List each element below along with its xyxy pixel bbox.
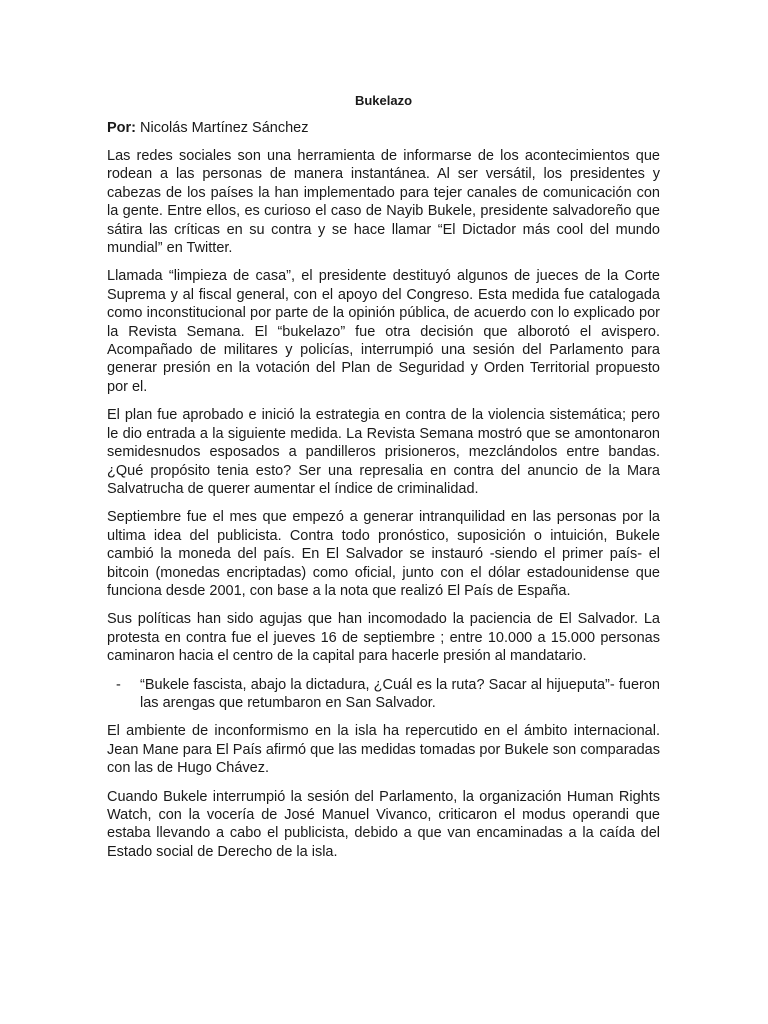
paragraph-3: El plan fue aprobado e inició la estrategia en contra de la violencia sistemática; pero le dio entrada a la siguiente medida. La Revista Semana mostró que se amontonaron semidesnudos esposados a pandilleros prisioneros, mezclándolos entre bandas. ¿Qué propósito tenia esto? Ser una represalia en contra del anuncio de la Mara Salvatrucha de querer aumentar el índice de criminalidad. — [107, 407, 660, 497]
byline — [107, 119, 660, 137]
author-label: Por: — [107, 120, 136, 136]
paragraph-2: Llamada “limpieza de casa”, el presidente destituyó algunos de jueces de la Corte Suprema y al fiscal general, con el apoyo del Congreso. Esta medida fue catalogada como inconstitucional por parte de la opinión pública, de acuerdo con lo explicado por la Revista Semana. El “bukelazo” fue otra decisión que alborotó el avispero. Acompañado de militares y policías, interrumpió una sesión del Parlamento para generar presión en la votación del Plan de Seguridad y Orden Territorial propuesto por el. — [107, 268, 660, 395]
author-name: Nicolás Martínez Sánchez — [140, 120, 309, 136]
quote-list-item — [107, 676, 660, 713]
quote-text: “Bukele fascista, abajo la dictadura, ¿Cuál es la ruta? Sacar al hijueputa”- fueron las arengas que retumbaron en San Salvador. — [140, 676, 660, 711]
paragraph-6: El ambiente de inconformismo en la isla ha repercutido en el ámbito internacional. Jean Mane para El País afirmó que las medidas tomadas por Bukele son comparadas con las de Hugo Chávez. — [107, 723, 660, 777]
paragraph-4: Septiembre fue el mes que empezó a generar intranquilidad en las personas por la ultima idea del publicista. Contra todo pronóstico, suposición o intuición, Bukele cambió la moneda del país. En El Salvador se instauró -siendo el primer país- el bitcoin (monedas encriptadas) como oficial, junto con el dólar estadounidense que funciona desde 2001, con base a la nota que realizó El País de España. — [107, 509, 660, 599]
paragraph-7: Cuando Bukele interrumpió la sesión del Parlamento, la organización Human Rights Watch, con la vocería de José Manuel Vivanco, criticaron el modus operandi que estaba llevando a cabo el publicista, debido a que van encaminadas a la caída del Estado social de Derecho de la isla. — [107, 788, 660, 860]
list-dash-marker: - — [116, 676, 121, 693]
document-title: Bukelazo — [354, 93, 413, 108]
paragraph-5: Sus políticas han sido agujas que han incomodado la paciencia de El Salvador. La protesta en contra fue el jueves 16 de septiembre ; entre 10.000 a 15.000 personas caminaron hacia el centro de la capital para hacerle presión al mandatario. — [107, 611, 660, 665]
document-page — [107, 92, 660, 871]
paragraph-1: Las redes sociales son una herramienta de informarse de los acontecimientos que rodean a las personas de manera instantánea. Al ser versátil, los presidentes y cabezas de los países la han implementado para tejer canales de comunicación con la gente. Entre ellos, es curioso el caso de Nayib Bukele, presidente salvadoreño que sátira las críticas en su contra y se hace llamar “El Dictador más cool del mundo mundial” en Twitter. — [107, 148, 660, 257]
